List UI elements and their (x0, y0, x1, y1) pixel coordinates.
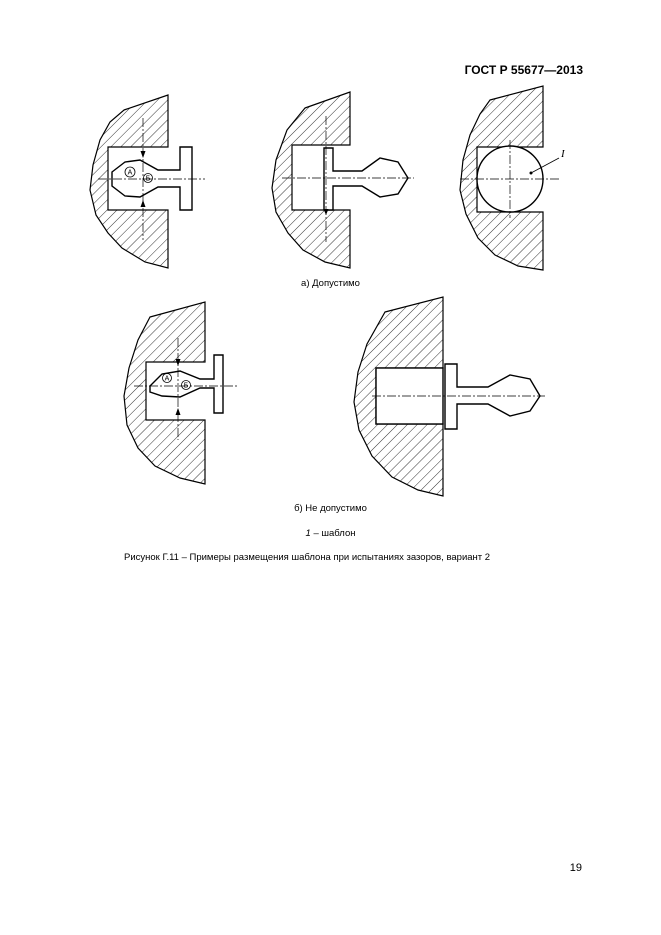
document-code: ГОСТ Р 55677—2013 (464, 63, 583, 77)
legend-number: 1 (305, 528, 311, 539)
callout-dot (530, 172, 533, 175)
marker-a-label: A (127, 169, 133, 177)
figure-caption: Рисунок Г.11 – Примеры размещения шаблона при испытаниях зазоров, вариант 2 (124, 552, 491, 563)
callout-label: I (561, 148, 565, 160)
legend (0, 528, 661, 539)
template-part (112, 147, 192, 210)
arrow-icon (141, 151, 146, 158)
caption-allowed: а) Допустимо (301, 278, 360, 289)
drawing-a2 (272, 92, 414, 268)
drawing-a3 (460, 86, 566, 270)
arrow-icon (141, 200, 146, 207)
marker-a-label: A (164, 375, 170, 383)
drawing-b2 (354, 297, 545, 496)
legend-text: – шаблон (310, 528, 356, 539)
template-part (445, 364, 540, 429)
page-number: 19 (569, 862, 582, 874)
arrow-icon (176, 408, 181, 415)
marker-b-label: Б (183, 382, 189, 390)
template-part (324, 148, 408, 210)
drawing-b1 (124, 302, 238, 484)
drawing-a1 (90, 95, 205, 268)
caption-not-allowed: б) Не допустимо (294, 503, 367, 514)
marker-b-label: Б (145, 175, 151, 183)
